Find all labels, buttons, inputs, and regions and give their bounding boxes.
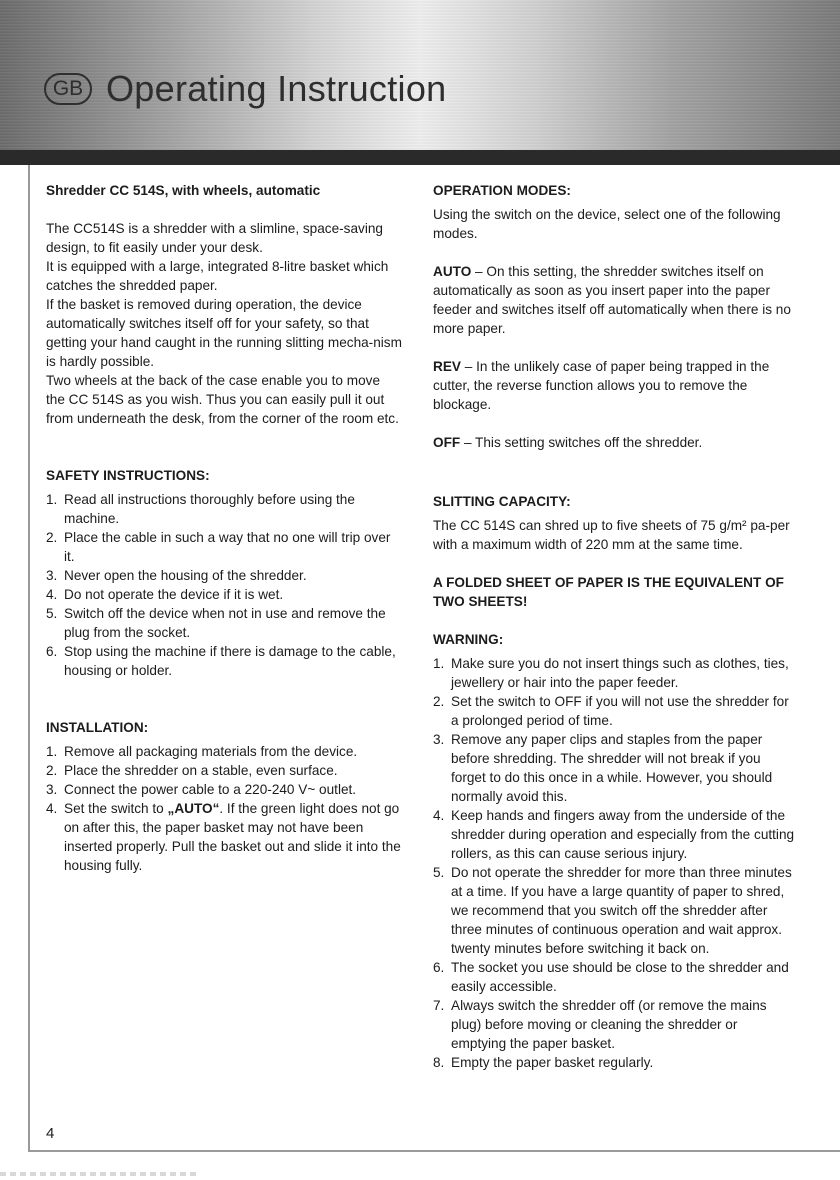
list-item (433, 863, 795, 958)
list-number: 1. (46, 492, 58, 507)
list-number: 5. (46, 606, 58, 621)
left-column (46, 181, 402, 875)
list-number: 1. (46, 744, 58, 759)
mode-rev (433, 357, 795, 414)
list-item (433, 806, 795, 863)
list-item (46, 566, 402, 585)
list-item (433, 654, 795, 692)
list-number: 1. (433, 656, 445, 671)
list-text: Switch off the device when not in use and remove the plug from the socket. (64, 606, 386, 640)
list-item (433, 1053, 795, 1072)
capacity-text: The CC 514S can shred up to five sheets of 75 g/m² pa-per with a maximum width of 220 mm at the same time. (433, 518, 790, 552)
warning-heading: WARNING: (433, 632, 504, 647)
list-number: 7. (433, 998, 445, 1013)
list-text: Remove all packaging materials from the device. (64, 744, 358, 759)
list-text: Place the cable in such a way that no one will trip over it. (64, 530, 391, 564)
list-item (46, 642, 402, 680)
header-divider-bar (0, 150, 840, 165)
list-item (433, 996, 795, 1053)
list-item (46, 780, 402, 799)
mode-off-label: OFF (433, 435, 461, 450)
list-item (433, 730, 795, 806)
list-item (46, 490, 402, 528)
installation-list (46, 742, 402, 875)
page-number: 4 (46, 1125, 55, 1142)
modes-heading: OPERATION MODES: (433, 183, 571, 198)
list-text: Never open the housing of the shredder. (64, 568, 307, 583)
safety-heading: SAFETY INSTRUCTIONS: (46, 468, 210, 483)
list-item (433, 958, 795, 996)
list-number: 6. (433, 960, 445, 975)
header-banner (0, 0, 840, 150)
list-text: Do not operate the shredder for more than three minutes at a time. If you have a large quantity of paper to shred, we recommend that you switch off the shredder after three minutes of continuous operation and wait approx. twenty minutes before switching it back on. (451, 865, 792, 956)
list-number: 4. (46, 587, 58, 602)
page-title-group (44, 66, 446, 112)
list-text: The socket you use should be close to the shredder and easily accessible. (451, 960, 789, 994)
list-text: Place the shredder on a stable, even surface. (64, 763, 338, 778)
capacity-heading: SLITTING CAPACITY: (433, 494, 571, 509)
auto-emphasis: „AUTO“ (167, 801, 220, 816)
language-badge: GB (44, 73, 92, 105)
right-column (433, 181, 795, 1072)
mode-auto (433, 262, 795, 338)
list-item (46, 799, 402, 875)
mode-off-text: – This setting switches off the shredder. (460, 435, 703, 450)
list-item (46, 585, 402, 604)
intro-paragraph: If the basket is removed during operation, the device automatically switches itself off for your safety, so that getting your hand caught in the running slitting mecha-nism is hardly possible. (46, 297, 402, 369)
list-text: Always switch the shredder off (or remove the mains plug) before moving or cleaning the shredder or emptying the paper basket. (451, 998, 767, 1051)
list-number: 3. (46, 782, 58, 797)
list-item (46, 742, 402, 761)
list-number: 2. (46, 763, 58, 778)
list-number: 8. (433, 1055, 445, 1070)
list-text: Remove any paper clips and staples from the paper before shredding. The shredder will not break if you forget to do this once in a while. However, you should normally avoid this. (451, 732, 773, 804)
left-margin-rule (28, 165, 30, 1152)
mode-rev-text: – In the unlikely case of paper being trapped in the cutter, the reverse function allows you to remove the blockage. (433, 359, 770, 412)
warning-list (433, 654, 795, 1072)
list-number: 3. (433, 732, 445, 747)
list-text: Do not operate the device if it is wet. (64, 587, 284, 602)
mode-auto-text: – On this setting, the shredder switches itself on automatically as soon as you insert paper into the paper feeder and switches itself off automatically when there is no more paper. (433, 264, 791, 336)
mode-rev-label: REV (433, 359, 461, 374)
list-text: Stop using the machine if there is damage to the cable, housing or holder. (64, 644, 396, 678)
list-number: 5. (433, 865, 445, 880)
list-text-after: . If the green light does not go on after this, the paper basket may not have been inserted properly. Pull the basket out and slide it into the housing fully. (64, 801, 401, 873)
installation-heading: INSTALLATION: (46, 720, 149, 735)
modes-intro: Using the switch on the device, select one of the following modes. (433, 207, 781, 241)
intro-paragraph: It is equipped with a large, integrated 8-litre basket which catches the shredded paper. (46, 259, 389, 293)
list-text: Read all instructions thoroughly before using the machine. (64, 492, 355, 526)
list-number: 2. (433, 694, 445, 709)
mode-auto-label: AUTO (433, 264, 472, 279)
list-text: Set the switch to OFF if you will not use the shredder for a prolonged period of time. (451, 694, 789, 728)
product-heading: Shredder CC 514S, with wheels, automatic (46, 183, 321, 198)
list-number: 6. (46, 644, 58, 659)
list-text: Connect the power cable to a 220-240 V~ outlet. (64, 782, 357, 797)
list-number: 4. (46, 801, 58, 816)
list-text: Make sure you do not insert things such as clothes, ties, jewellery or hair into the paper feeder. (451, 656, 789, 690)
intro-paragraph: Two wheels at the back of the case enable you to move the CC 514S as you wish. Thus you can easily pull it out from underneath the desk, from the corner of the room etc. (46, 373, 399, 426)
safety-list (46, 490, 402, 680)
list-item (46, 528, 402, 566)
print-artifact (0, 1172, 200, 1176)
folded-sheet-notice: A FOLDED SHEET OF PAPER IS THE EQUIVALENT OF TWO SHEETS! (433, 575, 784, 609)
mode-off (433, 433, 795, 452)
list-item (433, 692, 795, 730)
list-text: Empty the paper basket regularly. (451, 1055, 654, 1070)
list-item (46, 604, 402, 642)
list-item (46, 761, 402, 780)
list-number: 4. (433, 808, 445, 823)
intro-paragraph: The CC514S is a shredder with a slimline, space-saving design, to fit easily under your desk. (46, 221, 383, 255)
list-number: 3. (46, 568, 58, 583)
list-number: 2. (46, 530, 58, 545)
bottom-margin-rule (28, 1150, 840, 1152)
list-text-before: Set the switch to (64, 801, 168, 816)
page-title: Operating Instruction (106, 68, 447, 109)
list-text: Keep hands and fingers away from the underside of the shredder during operation and especially from the cutting rollers, as this can cause serious injury. (451, 808, 795, 861)
